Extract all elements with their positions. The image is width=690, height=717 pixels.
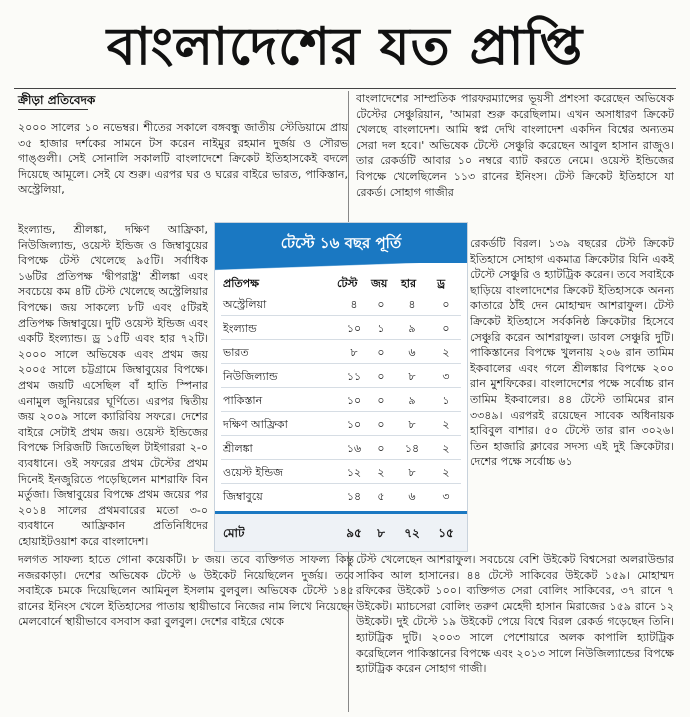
cell-loss: ৯: [408, 394, 416, 407]
cell-team: নিউজিল্যান্ড: [223, 370, 278, 383]
cell-test: ১৬: [346, 442, 362, 455]
cell-test: ১১: [346, 370, 362, 383]
article-column-2-top: [356, 91, 674, 233]
total-draw: ১৫: [438, 526, 454, 540]
cell-draw: ২: [442, 466, 450, 479]
cell-team: পাকিস্তান: [223, 394, 263, 407]
article-column-bottom-right: [356, 552, 674, 712]
cell-test: ১২: [346, 466, 362, 479]
table-row: [221, 363, 461, 388]
cell-team: ভারত: [223, 346, 249, 359]
byline-underline: [18, 109, 88, 110]
cell-loss: ১৪: [404, 442, 420, 455]
article-column-3: [470, 236, 674, 552]
table-row: [221, 435, 461, 460]
cell-test: ৪: [350, 298, 358, 311]
cell-win: ০: [377, 370, 385, 383]
cell-team: জিম্বাবুয়ে: [223, 490, 263, 503]
table-row: [221, 315, 461, 340]
total-label: মোট: [223, 526, 245, 540]
article-column-1-top: [18, 120, 348, 222]
cell-win: ০: [377, 298, 385, 311]
header-loss: হার: [401, 277, 417, 290]
table-row: [221, 339, 461, 364]
cell-team: অস্ট্রেলিয়া: [223, 298, 267, 311]
cell-draw: ০: [442, 298, 450, 311]
table-row: [221, 459, 461, 484]
table-total-row: [215, 513, 467, 551]
cell-test: ১০: [346, 322, 362, 335]
table-row: [221, 411, 461, 436]
total-win: ৮: [377, 526, 385, 540]
cell-draw: ৩: [442, 490, 450, 503]
cell-draw: ২: [442, 346, 450, 359]
article-paragraph-individual: দলগত সাফল্য হাতে গোনা কয়েকটি। ৮ জয়। তবে ব্যক্তিগত সাফল্য কিন্তু নজরকাড়া। দেশের অভিষেক টেস্টে ৬ উইকেট নিয়েছিলেন দুর্জয়। তবে সবাইকে চমকে দিয়েছিলেন আমিনুল ইসলাম বুলবুল। অভিষেক টেস্টে ১৪৫ রানের ইনিংস খেলে ইতিহাসের পাতায় স্থায়ীভাবে নিজের নাম লিখে নিয়েছেন মেলবোর্নে স্থায়ীভাবে বসবাস করা বুলবুল। দেশের বাইরে থেকে: [18, 553, 354, 629]
headline-rule: [14, 88, 676, 89]
cell-draw: ২: [442, 442, 450, 455]
cell-draw: ০: [442, 322, 450, 335]
stats-table-title: টেস্টে ১৬ বছর পূর্তি: [215, 223, 467, 263]
cell-loss: ৮: [408, 466, 416, 479]
stats-table: [214, 222, 468, 552]
cell-draw: ১: [442, 394, 450, 407]
header-team: প্রতিপক্ষ: [223, 277, 259, 290]
article-column-1-narrow: [18, 222, 208, 552]
cell-test: ১০: [346, 418, 362, 431]
header-draw: ড্র: [437, 277, 446, 290]
cell-win: ০: [377, 346, 385, 359]
cell-test: ১৪: [346, 490, 362, 503]
article-paragraph-praise: বাংলাদেশের সাম্প্রতিক পারফরম্যান্সের ভূয়সী প্রশংসা করেছেন অভিষেক টেস্টের সেঞ্চুরিয়ান, 'আমরা শুরু করেছিলাম। এখন অসাধারণ ক্রিকেট খেলছে বাংলাদেশ। আমি স্বপ্ন দেখি বাংলাদেশ একদিন বিশ্বের অন্যতম সেরা দল হবে।' অভিষেক টেস্টে সেঞ্চুরি করেছেন আবুল হাসান রাজুও। তার রেকর্ডটি আবার ১০ নম্বরে ব্যাট করতে নেমে। ওয়েস্ট ইন্ডিজের বিপক্ষে খেলেছিলেন ১১৩ রানের ইনিংস। টেস্ট ক্রিকেট ইতিহাসে যা রেকর্ড। সোহাগ গাজীর: [356, 92, 674, 199]
cell-test: ৮: [350, 346, 358, 359]
cell-team: শ্রীলঙ্কা: [223, 442, 253, 455]
header-win: জয়: [371, 277, 388, 290]
cell-win: ২: [377, 466, 385, 479]
table-row: [221, 483, 461, 507]
cell-loss: ৯: [408, 322, 416, 335]
byline: ক্রীড়া প্রতিবেদক: [18, 93, 96, 107]
total-loss: ৭২: [404, 526, 420, 540]
table-row: [221, 291, 461, 316]
article-paragraph-wickets: টেস্ট খেলেছেন আশরাফুল। সবচেয়ে বেশি উইকেট বিশ্বসেরা অলরাউন্ডার সাকিব আল হাসানের। ৪৪ টেস্টে সাকিবের উইকেট ১৫৯। মোহাম্মদ রফিকের উইকেট ১০০। ব্যক্তিগত সেরা বোলিং সাকিবের, ৩৭ রানে ৭ উইকেট। ম্যাচসেরা বোলিং তরুণ মেহেদী হাসান মিরাজের ১৫৯ রানে ১২ উইকেট। দুই টেস্টে ১৯ উইকেট পেয়ে বিশ্বে বিরল রেকর্ড গড়েছেন তিনি। হ্যাটট্রিক দুটি। ২০০৩ সালে পেশোয়ারে অলক কাপালি হ্যাটট্রিক করেছিলেন পাকিস্তানের বিপক্ষে এবং ২০১৩ সালে নিউজিল্যান্ডের বিপক্ষে হ্যাটট্রিক করেন সোহাগ গাজী।: [356, 553, 674, 676]
cell-win: ০: [377, 418, 385, 431]
cell-team: ইংল্যান্ড: [223, 322, 257, 335]
cell-win: ০: [377, 394, 385, 407]
cell-test: ১০: [346, 394, 362, 407]
cell-loss: ৮: [408, 370, 416, 383]
article-paragraph-intro: ২০০০ সালের ১০ নভেম্বর। শীতের সকালে বঙ্গবন্ধু জাতীয় স্টেডিয়ামে প্রায় ৩৫ হাজার দর্শকের সামনে টস করেন নাইমুর রহমান দুর্জয় ও সৌরভ গাঙ্গুলী। সেই সোনালি সকালটি বাংলাদেশে ক্রিকেট ইতিহাসকেই বদলে দিয়েছে আমূলে। সেই যে শুরু। এরপর ঘর ও ঘরের বাইরে ভারত, পাকিস্তান, অস্ট্রেলিয়া,: [18, 121, 348, 197]
header-test: টেস্ট: [337, 277, 358, 290]
total-test: ৯৫: [346, 526, 362, 540]
cell-draw: ৩: [442, 370, 450, 383]
article-paragraph-history: ইংল্যান্ড, শ্রীলঙ্কা, দক্ষিণ আফ্রিকা, নিউজিল্যান্ড, ওয়েস্ট ইন্ডিজ ও জিম্বাবুয়ের বিপক্ষে টেস্ট খেলেছে ৯৫টি। সর্বাধিক ১৬টির প্রতিপক্ষ 'দ্বীপরাষ্ট্র' শ্রীলঙ্কা এবং সবচেয়ে কম ৪টি টেস্ট খেলেছে অস্ট্রেলিয়ার বিপক্ষে। জয় সাকল্যে ৮টি এবং ৫টিরই প্রতিপক্ষ জিম্বাবুয়ে। দুটি ওয়েস্ট ইন্ডিজ এবং একটি ইংল্যান্ড। ড্র ১৫টি এবং হার ৭২টি। ২০০০ সালে অভিষেক এবং প্রথম জয় ২০০৫ সালে চট্টগ্রামে জিম্বাবুয়ের বিপক্ষে। প্রথম জয়টি এসেছিল বাঁ হাতি স্পিনার এনামুল জুনিয়রের ঘূর্ণিতে। এরপর দ্বিতীয় জয় ২০০৯ সালে ক্যারিবিয় সফরে। দেশের বাইরে সেটাই প্রথম জয়। ওয়েস্ট ইন্ডিজের বিপক্ষে সিরিজটি জিতেছিল টাইগাররা ২-০ ব্যবধানে। ওই সফরের প্রথম টেস্টের প্রথম দিনেই ইনজুরিতে পড়েছিলেন মাশরাফি বিন মর্তুজা। জিম্বাবুয়ের বিপক্ষে প্রথম জয়ের পর ২০১৪ সালের প্রথমবারের মতো ৩-০ ব্যবধানে আফ্রিকান প্রতিনিধিদের হোয়াইটওয়াশ করে বাংলাদেশ।: [18, 223, 208, 548]
cell-loss: ৮: [408, 418, 416, 431]
headline: বাংলাদেশের যত প্রাপ্তি: [106, 16, 584, 77]
cell-loss: ৬: [408, 346, 416, 359]
article-paragraph-records: রেকর্ডটি বিরল। ১৩৯ বছরের টেস্ট ক্রিকেট ইতিহাসে সোহাগ একমাত্র ক্রিকেটার যিনি একই টেস্টে সেঞ্চুরি ও হ্যাটট্রিক করেন। তবে সবাইকে ছাড়িয়ে বাংলাদেশের ক্রিকেট ইতিহাসকে অনন্য কাতারে ঠাঁই দেন মোহাম্মদ আশরাফুল। টেস্ট ক্রিকেট ইতিহাসে সর্বকনিষ্ঠ ক্রিকেটার হিসেবে সেঞ্চুরি করেন আশরাফুল। ডাবল সেঞ্চুরি দুটি। পাকিস্তানের বিপক্ষে খুলনায় ২০৬ রান তামিম ইকবালের এবং গলে শ্রীলঙ্কার বিপক্ষে ২০০ রান মুশফিকের। বাংলাদেশের পক্ষে সর্বোচ্চ রান তামিম ইকবালের। ৪৪ টেস্টে তামিমের রান ৩৩৪৯। এরপরই রয়েছেন সাবেক অধিনায়ক হাবিবুল বাশার। ৫০ টেস্টে তার রান ৩০২৬। তিন হাজারি ক্লাবের সদস্য এই দুই ক্রিকেটার। দেশের পক্ষে সর্বোচ্চ ৬১: [470, 237, 674, 469]
column-divider: [348, 91, 349, 237]
cell-team: দক্ষিণ আফ্রিকা: [223, 418, 288, 431]
cell-loss: ৪: [408, 298, 416, 311]
cell-win: ০: [377, 442, 385, 455]
table-row: [221, 387, 461, 412]
cell-loss: ৬: [408, 490, 416, 503]
cell-draw: ২: [442, 418, 450, 431]
cell-win: ৫: [377, 490, 385, 503]
article-column-bottom-left: [18, 552, 354, 712]
cell-win: ১: [377, 322, 385, 335]
cell-team: ওয়েস্ট ইন্ডিজ: [223, 466, 283, 479]
